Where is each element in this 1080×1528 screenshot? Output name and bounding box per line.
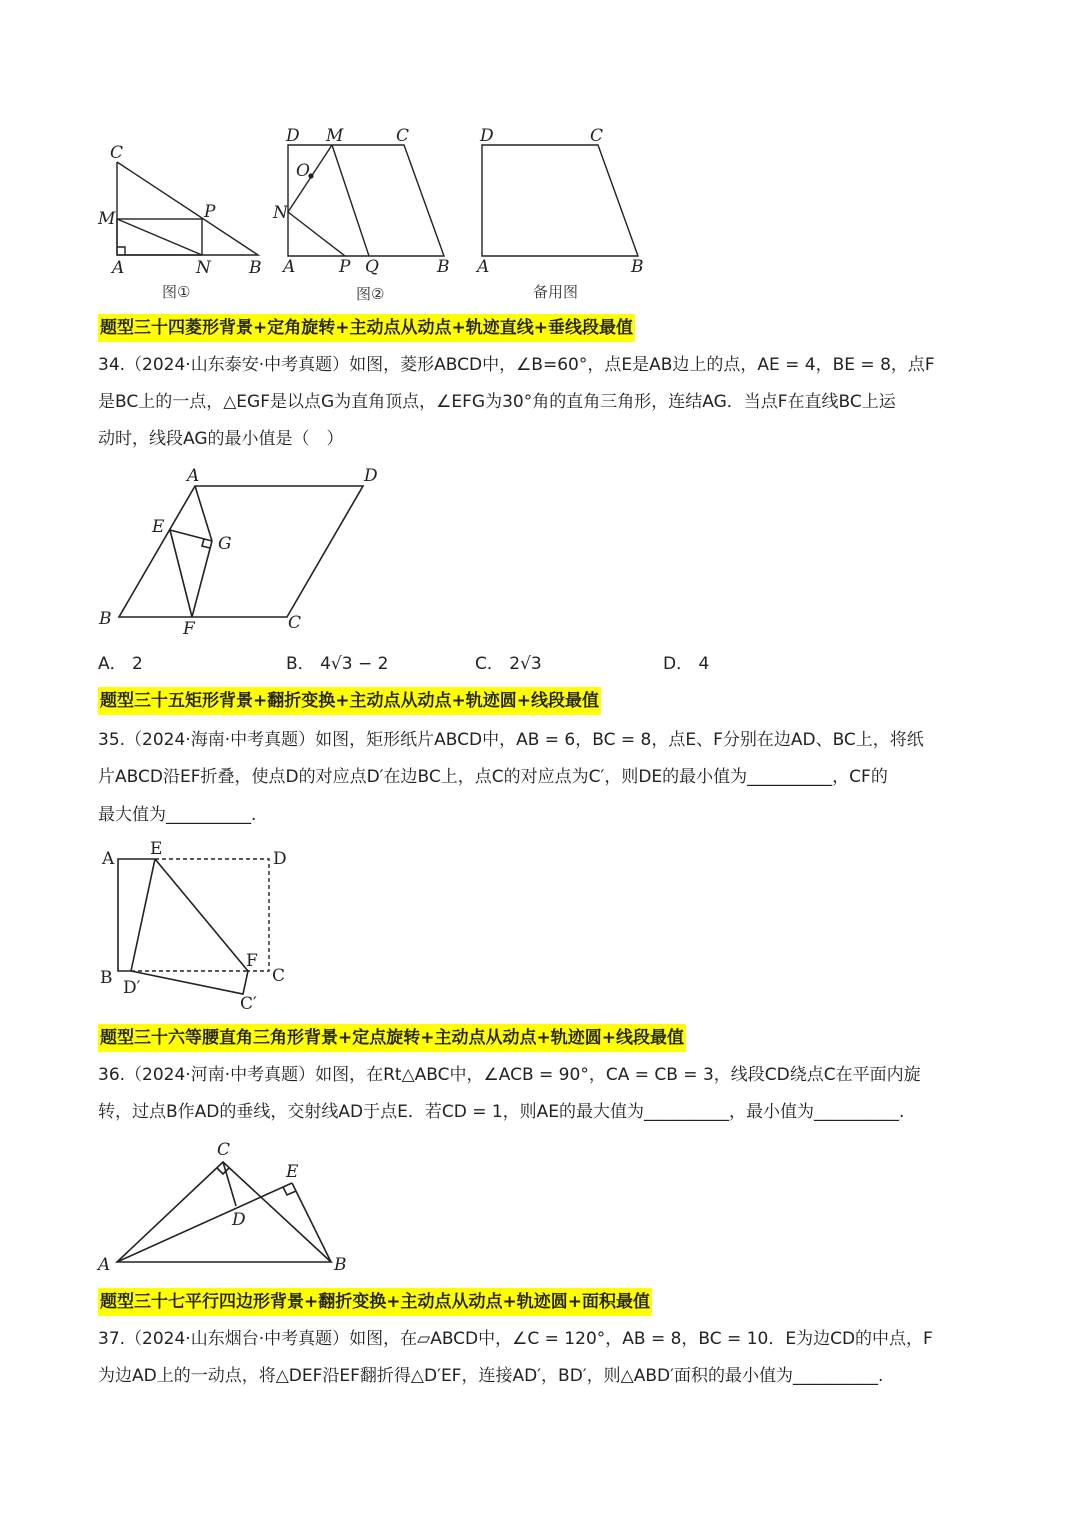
fig3-caption: 备用图: [533, 283, 579, 301]
fig2-label-A: A: [283, 257, 296, 277]
fig34-label-F: F: [183, 619, 195, 639]
fig3-label-B: B: [631, 257, 644, 277]
fig2-label-M: M: [326, 126, 344, 146]
fig34-label-C: C: [288, 613, 302, 633]
fig2-label-D: D: [286, 126, 300, 146]
fig35-label-D: D: [273, 849, 287, 869]
q36-line-2: 转，过点B作AD的垂线，交射线AD于点E．若CD = 1，则AE的最大值为__________，最小值为__________.: [98, 1102, 905, 1122]
fig1-label-C: C: [110, 143, 124, 163]
fig36-label-D: D: [232, 1210, 246, 1230]
fig2-caption: 图②: [356, 285, 385, 303]
q34-line-1: 34.（2024·山东泰安·中考真题）如图，菱形ABCD中，∠B=60°，点E是AB边上的点，AE = 4，BE = 8，点F: [98, 355, 935, 375]
fig3-label-D: D: [480, 126, 494, 146]
q34-option-b[interactable]: B． 4√3 − 2: [286, 654, 389, 674]
q36-number: 36.: [98, 1065, 126, 1085]
q34-line-3: 动时，线段AG的最小值是（ ）: [98, 429, 344, 449]
q35-line-2: 片ABCD沿EF折叠，使点D的对应点D′在边BC上，点C的对应点为C′，则DE的最小值为__________，CF的: [98, 767, 888, 787]
fig35-label-F: F: [246, 951, 258, 971]
fig1-label-B: B: [249, 258, 262, 278]
q34-option-d[interactable]: D． 4: [663, 654, 710, 674]
q34-number: 34.: [98, 355, 126, 375]
heading-37: 题型三十七平行四边形背景+翻折变换+主动点从动点+轨迹圆+面积最值: [98, 1288, 652, 1316]
fig36-label-E: E: [286, 1162, 299, 1182]
fig34-label-G: G: [218, 534, 232, 554]
fig1-label-N: N: [196, 258, 211, 278]
fig2-label-C: C: [396, 126, 410, 146]
fig35-label-C: C: [272, 966, 286, 986]
fig36-label-C: C: [217, 1140, 231, 1160]
fig36-label-B: B: [334, 1255, 347, 1275]
q37-number: 37.: [98, 1329, 126, 1349]
q34-option-a[interactable]: A． 2: [98, 654, 143, 674]
fig1-label-A: A: [112, 258, 125, 278]
q35-line-3: 最大值为__________.: [98, 805, 257, 825]
q35-number: 35.: [98, 730, 126, 750]
q37-line-1: 37.（2024·山东烟台·中考真题）如图，在▱ABCD中，∠C = 120°，AB = 8，BC = 10．E为边CD的中点，F: [98, 1329, 933, 1349]
fig1-caption: 图①: [162, 283, 191, 301]
fig36-label-A: A: [98, 1255, 111, 1275]
q35-line-1: 35.（2024·海南·中考真题）如图，矩形纸片ABCD中，AB = 6，BC = 8，点E、F分别在边AD、BC上，将纸: [98, 730, 924, 750]
heading-35: 题型三十五矩形背景+翻折变换+主动点从动点+轨迹圆+线段最值: [98, 687, 601, 715]
fig3-label-C: C: [590, 126, 604, 146]
fig2-label-Q: Q: [365, 257, 379, 277]
q34-line-2: 是BC上的一点，△EGF是以点G为直角顶点，∠EFG为30°角的直角三角形，连结AG．当点F在直线BC上运: [98, 392, 896, 412]
fig35-label-A: A: [102, 849, 115, 869]
fig34-label-A: A: [187, 466, 200, 486]
fig35-label-B: B: [100, 968, 113, 988]
fig2-label-O: O: [296, 161, 310, 181]
q37-line-2: 为边AD上的一动点，将△DEF沿EF翻折得△D′EF，连接AD′，BD′，则△ABD′面积的最小值为__________.: [98, 1366, 884, 1386]
heading-34: 题型三十四菱形背景+定角旋转+主动点从动点+轨迹直线+垂线段最值: [98, 314, 635, 342]
fig34-label-E: E: [152, 517, 165, 537]
heading-36: 题型三十六等腰直角三角形背景+定点旋转+主动点从动点+轨迹圆+线段最值: [98, 1024, 686, 1052]
q34-option-c[interactable]: C． 2√3: [475, 654, 542, 674]
fig35-label-Dprime: D′: [123, 978, 141, 998]
fig34-label-D: D: [364, 466, 378, 486]
fig1-label-M: M: [98, 209, 116, 229]
fig34-label-B: B: [99, 609, 112, 629]
fig35-label-Cprime: C′: [240, 994, 257, 1014]
fig2-label-B: B: [437, 257, 450, 277]
fig3-label-A: A: [477, 257, 490, 277]
fig2-label-N: N: [273, 203, 288, 223]
fig35-label-E: E: [150, 839, 163, 859]
fig2-label-P: P: [339, 257, 351, 277]
fig1-label-P: P: [204, 202, 216, 222]
q36-line-1: 36.（2024·河南·中考真题）如图，在Rt△ABC中，∠ACB = 90°，CA = CB = 3，线段CD绕点C在平面内旋: [98, 1065, 921, 1085]
